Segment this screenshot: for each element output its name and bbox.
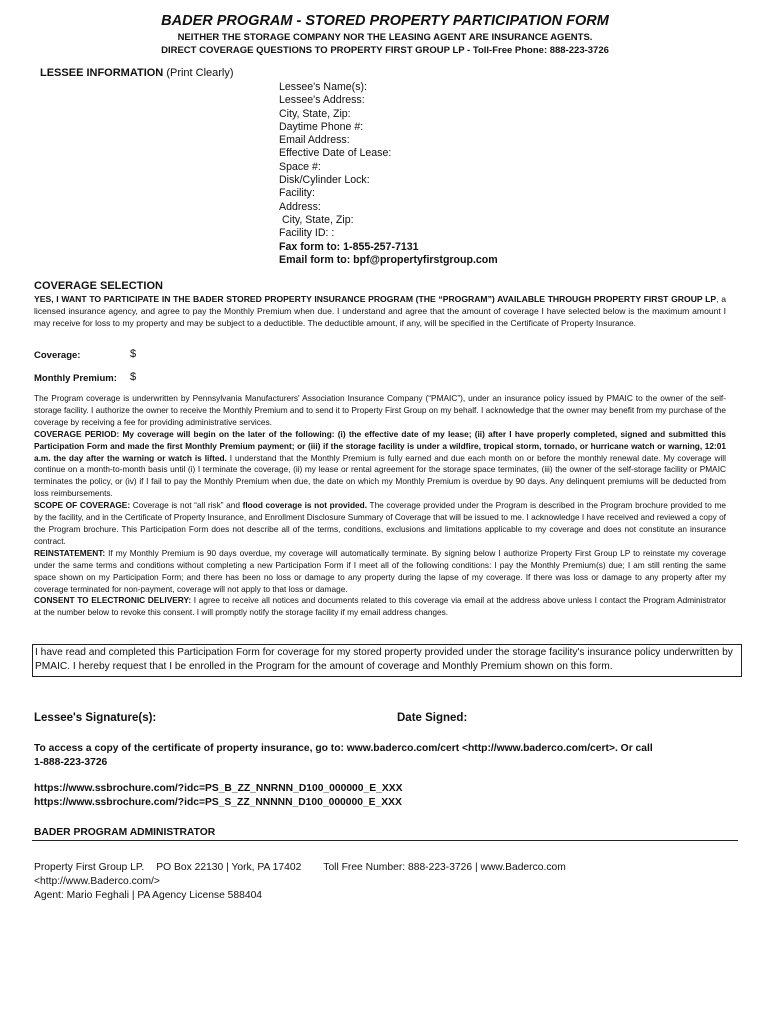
divider bbox=[32, 840, 738, 841]
terms-text: The Program coverage is underwritten by Pennsylvania Manufacturers' Association Insurance Company (“PMAIC”), under an insurance policy issued by PMAIC to the owner of the self-storage facility. I authorize the owner to receive the Monthly Premium and to send it to Property First Group on my behalf. I acknowledge that the owner may benefit from my purchase of the coverage by receiving a fee for providing administrative services. COVERAGE PERIOD: My coverage will begin on the later of the following: (i) the effective date of my lease; (ii) after I have properly completed, signed and submitted this Participation Form and made the first Monthly Premium payment; or (iii) if the storage facility is under a wildfire, tropical storm, tornado, or hurricane watch or warning, 12:01 a.m. the day after the warning or watch is lifted. I understand that the Monthly Premium is fully earned and due each month on or before the monthly renewal date. My coverage will continue on a month-to-month basis until (i) I terminate the coverage, (ii) my lease or rental agreement for the storage space terminates, (iii) the owner of the self-storage facility or PMAIC terminates the policy, or (iv) if I fail to pay the Monthly Premium when due, the date on which my Monthly Premium is overdue by 90 days. Any delinquent premiums will be deducted from loss reimbursements. SCOPE OF COVERAGE: Coverage is not “all risk” and flood coverage is not provided. The coverage provided under the Program is described in the Program brochure provided to me by the facility, and in the Certificate of Property Insurance, and Enrollment Disclosure Summary of Coverage that will be issued to me. I acknowledge I have received and reviewed a copy of the Program brochure. This Participation Form does not describe all of the terms, conditions, exclusions and limitations applicable to my coverage and does not constitute an insurance contract. REINSTATEMENT: If my Monthly Premium is 90 days overdue, my coverage will automatically terminate. By signing below I authorize Property First Group LP to reinstate my coverage under the same terms and conditions without completing a new Participation Form if I meet all of the following conditions: I pay the Monthly Premium(s) due; I am still renting the same space shown on my Participation Form; and there has been no loss or damage to any property during the lapse of my coverage. If there was loss or damage to any property after my coverage terminated for non-payment, coverage will not apply to that loss or damage. CONSENT TO ELECTRONIC DELIVERY: I agree to receive all notices and documents related to this coverage via email at the address above unless I contact the Program Administrator at the number below to revoke this consent. I will promptly notify the storage facility if my email address changes. bbox=[34, 393, 726, 618]
brochure-links bbox=[34, 782, 734, 810]
lessee-section-heading: LESSEE INFORMATION (Print Clearly) bbox=[40, 67, 234, 79]
coverage-heading: COVERAGE SELECTION bbox=[34, 280, 163, 292]
coverage-label: Coverage: bbox=[34, 350, 81, 361]
coverage-amount-field[interactable]: $ bbox=[130, 348, 137, 360]
field-lessee-name[interactable]: Lessee's Name(s): bbox=[279, 81, 367, 93]
certificate-phone: 1-888-223-3726 bbox=[34, 757, 108, 768]
field-facility-id[interactable]: Facility ID: : bbox=[279, 227, 335, 240]
email-instructions: Email form to: bpf@propertyfirstgroup.com bbox=[279, 253, 498, 266]
field-disk-lock[interactable]: Disk/Cylinder Lock: bbox=[279, 174, 370, 187]
coverage-intro: YES, I WANT TO PARTICIPATE IN THE BADER STORED PROPERTY INSURANCE PROGRAM (THE “PROGRAM”) AVAILABLE THROUGH PROPERTY FIRST GROUP LP, a licensed insurance agency, and agree to pay the Monthly Premium when due. I understand and agree that the amount of coverage I have selected below is the maximum amount I may receive for loss to my property and may be subject to a deductible. The deductible amount, if any, will be specified in the Certificate of Property Insurance. bbox=[34, 294, 726, 329]
field-email-address[interactable]: Email Address: bbox=[279, 134, 350, 147]
certificate-info bbox=[34, 742, 734, 770]
field-facility[interactable]: Facility: bbox=[279, 187, 315, 200]
form-title: BADER PROGRAM - STORED PROPERTY PARTICIPATION FORM bbox=[161, 13, 609, 29]
administrator-info bbox=[34, 861, 566, 904]
brochure-link[interactable]: https://www.ssbrochure.com/?idc=PS_S_ZZ_NNNNN_D100_000000_E_XXX bbox=[34, 797, 402, 808]
admin-company: Property First Group LP. bbox=[34, 862, 145, 873]
lessee-fields bbox=[279, 81, 498, 267]
lessee-signature-label[interactable]: Lessee's Signature(s): bbox=[34, 712, 157, 724]
attestation-box: I have read and completed this Participation Form for coverage for my stored property provided under the storage facility's insurance policy underwritten by PMAIC. I hereby request that I be enrolled in the Program for the amount of coverage and Monthly Premium shown on this form. bbox=[32, 644, 742, 677]
contact-line: DIRECT COVERAGE QUESTIONS TO PROPERTY FIRST GROUP LP - Toll-Free Phone: 888-223-3726 bbox=[161, 45, 609, 56]
field-lessee-address[interactable]: Lessee's Address: bbox=[279, 94, 365, 107]
field-space-number[interactable]: Space #: bbox=[279, 160, 321, 173]
admin-po-box: PO Box 22130 | York, PA 17402 bbox=[156, 862, 302, 873]
field-daytime-phone[interactable]: Daytime Phone #: bbox=[279, 120, 364, 133]
field-effective-date[interactable]: Effective Date of Lease: bbox=[279, 147, 392, 160]
admin-toll-free: Toll Free Number: 888-223-3726 | www.Baderco.com bbox=[323, 862, 566, 873]
fax-instructions: Fax form to: 1-855-257-7131 bbox=[279, 240, 419, 253]
brochure-link[interactable]: https://www.ssbrochure.com/?idc=PS_B_ZZ_NNRNN_D100_000000_E_XXX bbox=[34, 783, 403, 794]
administrator-heading: BADER PROGRAM ADMINISTRATOR bbox=[34, 827, 216, 838]
field-facility-address[interactable]: Address: bbox=[279, 200, 321, 213]
monthly-premium-field[interactable]: $ bbox=[130, 371, 137, 383]
certificate-line: To access a copy of the certificate of property insurance, go to: www.baderco.com/cert <http://www.baderco.com/cert>. Or call bbox=[34, 743, 653, 754]
disclaimer-line: NEITHER THE STORAGE COMPANY NOR THE LEASING AGENT ARE INSURANCE AGENTS. bbox=[177, 32, 593, 43]
field-city-state-zip[interactable]: City, State, Zip: bbox=[279, 107, 351, 120]
monthly-premium-label: Monthly Premium: bbox=[34, 373, 117, 384]
field-facility-city-state-zip[interactable]: City, State, Zip: bbox=[279, 213, 354, 226]
admin-url[interactable]: <http://www.Baderco.com/> bbox=[34, 876, 160, 888]
date-signed-label[interactable]: Date Signed: bbox=[397, 712, 468, 724]
admin-agent: Agent: Mario Feghali | PA Agency License 588404 bbox=[34, 890, 263, 902]
